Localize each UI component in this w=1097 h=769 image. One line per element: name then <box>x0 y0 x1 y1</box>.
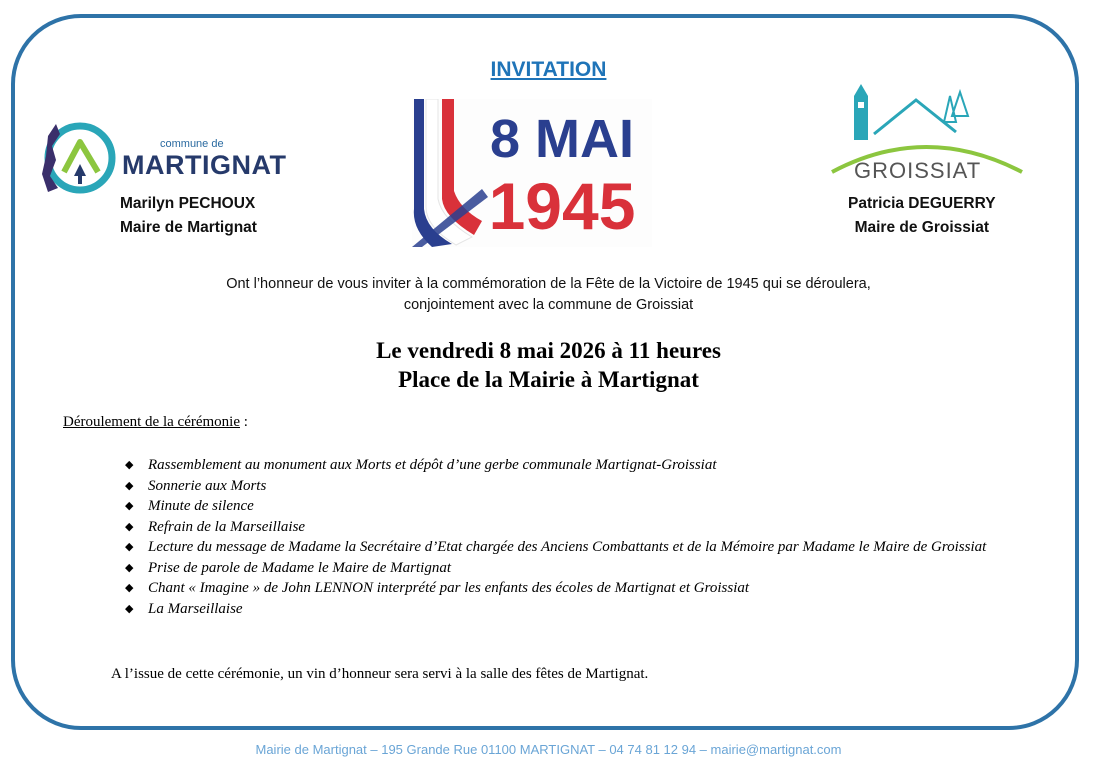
event-details <box>0 336 1097 394</box>
bullet-icon: ◆ <box>125 582 134 594</box>
ceremony-title-suffix: : <box>240 414 248 430</box>
step-text: Prise de parole de Madame le Maire de Martignat <box>148 559 451 576</box>
ceremony-steps-list <box>124 455 1044 619</box>
mayor-groissiat-name: Patricia DEGUERRY <box>848 195 996 212</box>
mayor-martignat <box>120 192 257 240</box>
banner-line-2: 1945 <box>488 169 636 243</box>
event-date: Le vendredi 8 mai 2026 à 11 heures <box>376 338 721 363</box>
list-item <box>124 537 1044 558</box>
invitation-title: INVITATION <box>490 58 607 81</box>
logo-martignat-label: MARTIGNAT <box>122 150 287 180</box>
bullet-icon: ◆ <box>125 479 134 492</box>
martignat-emblem-icon <box>38 116 118 196</box>
bullet-icon: ◆ <box>125 500 134 512</box>
footer-contact: Mairie de Martignat – 195 Grande Rue 01100 MARTIGNAT – 04 74 81 12 94 – mairie@martignat.com <box>255 742 842 757</box>
invitation-intro <box>0 274 1097 316</box>
closing-note: A l’issue de cette cérémonie, un vin d’honneur sera servi à la salle des fêtes de Martignat. <box>111 666 649 682</box>
list-item <box>124 558 1044 579</box>
list-item <box>124 455 1044 476</box>
bullet-icon: ◆ <box>125 520 134 533</box>
mayor-groissiat <box>848 192 996 240</box>
step-text: Lecture du message de Madame la Secrétaire d’Etat chargée des Anciens Combattants et de la Mémoire par Madame le Maire de Groissiat <box>148 539 987 555</box>
list-item <box>124 578 1044 599</box>
list-item <box>124 517 1044 538</box>
intro-line-1: Ont l’honneur de vous inviter à la commémoration de la Fête de la Victoire de 1945 qui se déroulera, <box>226 276 871 292</box>
groissiat-logo <box>826 82 1026 182</box>
mayor-martignat-role: Maire de Martignat <box>120 219 257 236</box>
mayor-martignat-name: Marilyn PECHOUX <box>120 195 256 212</box>
bullet-icon: ◆ <box>125 602 134 615</box>
martignat-logo <box>38 116 287 196</box>
bullet-icon: ◆ <box>125 459 134 471</box>
commemoration-banner <box>412 99 652 247</box>
mayor-groissiat-role: Maire de Groissiat <box>854 219 989 236</box>
french-flag-ribbon-icon <box>412 99 652 247</box>
list-item <box>124 599 1044 620</box>
bullet-icon: ◆ <box>125 561 134 574</box>
step-text: Refrain de la Marseillaise <box>148 518 306 535</box>
intro-line-2: conjointement avec la commune de Groissiat <box>403 297 694 313</box>
banner-line-1: 8 MAI <box>489 109 635 169</box>
step-text: Sonnerie aux Morts <box>148 477 267 494</box>
list-item <box>124 496 1044 517</box>
step-text: La Marseillaise <box>148 600 243 617</box>
logo-groissiat-label: GROISSIAT <box>854 158 982 183</box>
ceremony-title-text: Déroulement de la cérémonie <box>63 414 240 430</box>
ceremony-title <box>63 414 248 431</box>
step-text: Rassemblement au monument aux Morts et dépôt d’une gerbe communale Martignat-Groissiat <box>148 457 717 473</box>
step-text: Chant « Imagine » de John LENNON interprété par les enfants des écoles de Martignat et Groissiat <box>148 580 750 596</box>
step-text: Minute de silence <box>148 498 254 514</box>
list-item <box>124 476 1044 497</box>
event-place: Place de la Mairie à Martignat <box>398 367 699 392</box>
logo-commune-label: commune de <box>160 138 224 150</box>
bullet-icon: ◆ <box>125 541 134 553</box>
